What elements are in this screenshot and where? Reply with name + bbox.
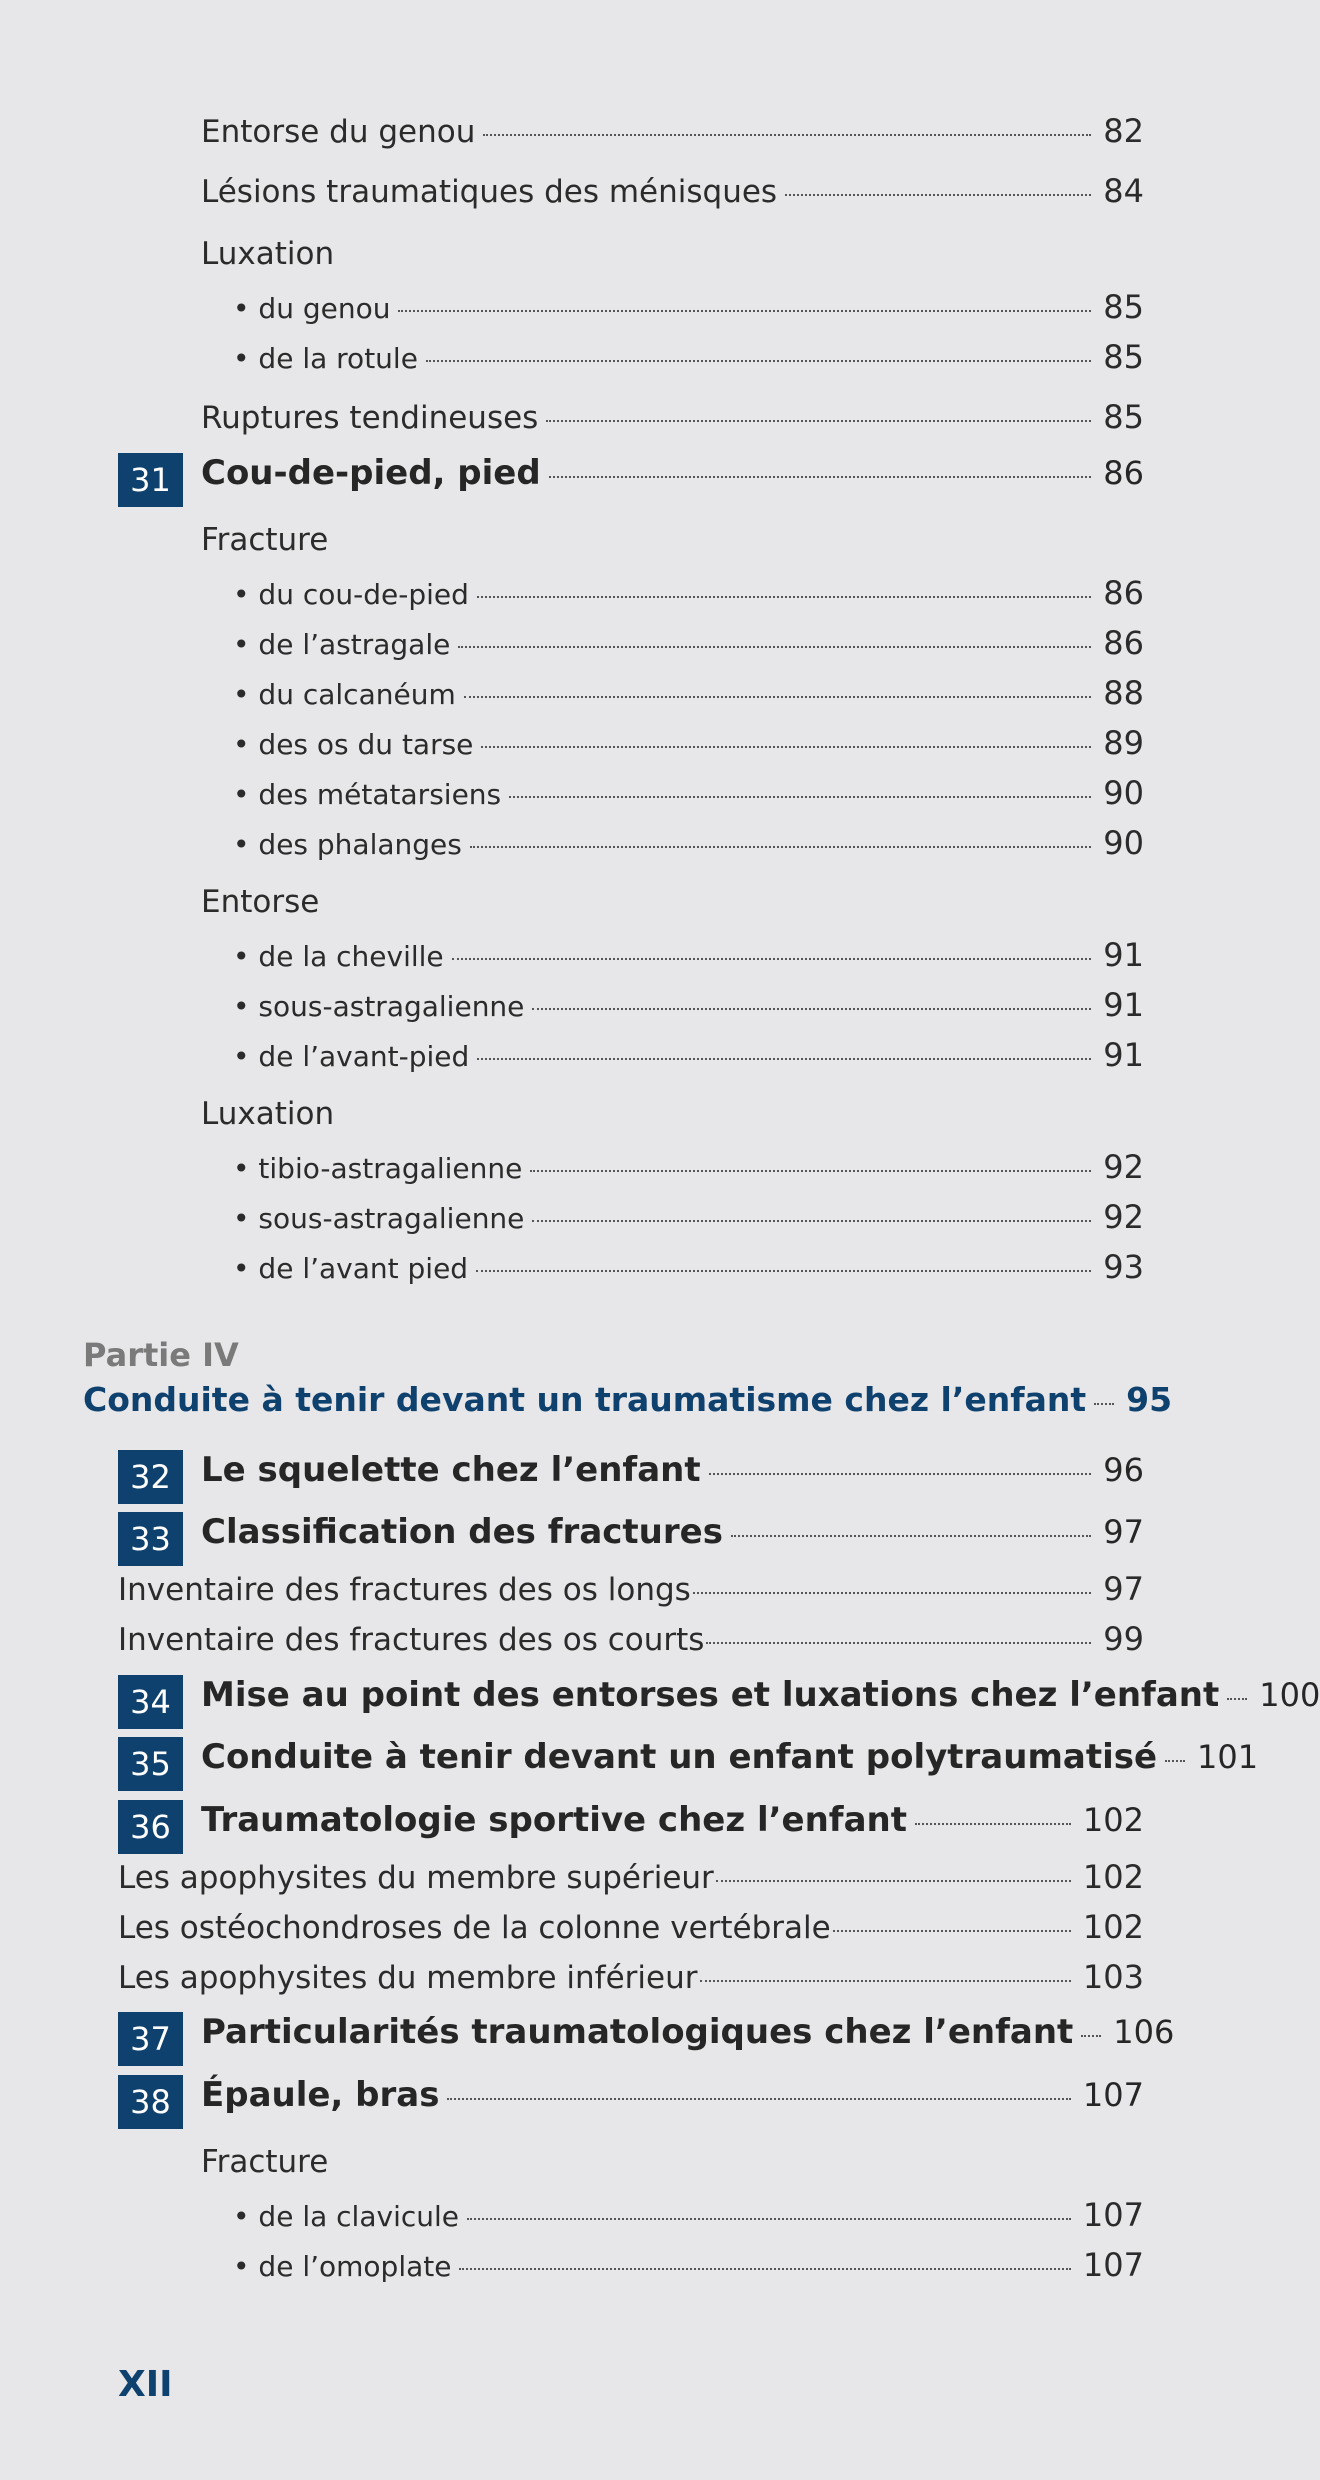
leader-dots bbox=[464, 696, 1092, 698]
entry-page: 99 bbox=[1103, 1620, 1144, 1658]
leader-dots bbox=[398, 310, 1091, 312]
page-folio: XII bbox=[118, 2364, 173, 2405]
toc-subentry[interactable] bbox=[233, 574, 1144, 612]
chapter-page: 100 bbox=[1259, 1676, 1320, 1714]
entry-label: • des métatarsiens bbox=[233, 778, 501, 811]
leader-dots bbox=[700, 1980, 1071, 1982]
chapter-page: 86 bbox=[1103, 454, 1144, 492]
chapter-number-badge: 33 bbox=[118, 1512, 183, 1566]
entry-page: 82 bbox=[1103, 112, 1144, 150]
leader-dots bbox=[693, 1592, 1091, 1594]
toc-entry[interactable] bbox=[118, 1858, 1144, 1896]
entry-page: 102 bbox=[1082, 1858, 1144, 1896]
entry-label: Les apophysites du membre inférieur bbox=[118, 1960, 698, 1996]
toc-entry[interactable] bbox=[201, 112, 1144, 150]
entry-label: • du genou bbox=[233, 292, 390, 325]
chapter-number-badge: 36 bbox=[118, 1800, 183, 1854]
part-page: 95 bbox=[1126, 1380, 1173, 1419]
chapter-entry-31[interactable] bbox=[118, 453, 1144, 507]
chapter-entry-38[interactable] bbox=[118, 2075, 1144, 2129]
entry-page: 97 bbox=[1103, 1570, 1144, 1608]
entry-label: • des os du tarse bbox=[233, 728, 473, 761]
toc-subentry[interactable] bbox=[233, 2196, 1144, 2234]
entry-page: 90 bbox=[1103, 774, 1144, 812]
toc-entry[interactable] bbox=[118, 1570, 1144, 1608]
leader-dots bbox=[458, 646, 1091, 648]
entry-label: • de la cheville bbox=[233, 940, 444, 973]
toc-subentry[interactable] bbox=[233, 288, 1144, 326]
chapter-entry-33[interactable] bbox=[118, 1512, 1144, 1566]
entry-page: 86 bbox=[1103, 624, 1144, 662]
leader-dots bbox=[549, 476, 1092, 478]
chapter-title: Conduite à tenir devant un enfant polytraumatisé bbox=[201, 1737, 1158, 1777]
chapter-title: Épaule, bras bbox=[201, 2075, 440, 2115]
chapter-title: Cou-de-pied, pied bbox=[201, 453, 541, 493]
chapter-entry-37[interactable] bbox=[118, 2012, 1175, 2066]
entry-label: Les apophysites du membre supérieur bbox=[118, 1860, 714, 1896]
chapter-number-badge: 31 bbox=[118, 453, 183, 507]
entry-page: 90 bbox=[1103, 824, 1144, 862]
entry-label: • des phalanges bbox=[233, 828, 462, 861]
toc-entry[interactable] bbox=[118, 1620, 1144, 1658]
part-title-entry[interactable] bbox=[83, 1380, 1173, 1419]
leader-dots bbox=[1227, 1698, 1247, 1700]
entry-label: • sous-astragalienne bbox=[233, 1202, 524, 1235]
entry-label: Entorse du genou bbox=[201, 114, 476, 150]
chapter-title: Mise au point des entorses et luxations chez l’enfant bbox=[201, 1675, 1220, 1715]
leader-dots bbox=[915, 1823, 1071, 1825]
toc-subentry[interactable] bbox=[233, 724, 1144, 762]
chapter-number-badge: 35 bbox=[118, 1737, 183, 1791]
chapter-title: Le squelette chez l’enfant bbox=[201, 1450, 701, 1490]
leader-dots bbox=[530, 1170, 1091, 1172]
chapter-page: 106 bbox=[1113, 2013, 1175, 2051]
leader-dots bbox=[706, 1642, 1091, 1644]
leader-dots bbox=[785, 194, 1091, 196]
entry-page: 103 bbox=[1082, 1958, 1144, 1996]
leader-dots bbox=[452, 958, 1092, 960]
entry-label: • de l’avant-pied bbox=[233, 1040, 469, 1073]
entry-page: 92 bbox=[1103, 1148, 1144, 1186]
chapter-number-badge: 32 bbox=[118, 1450, 183, 1504]
entry-label: • de la clavicule bbox=[233, 2200, 459, 2233]
entry-page: 107 bbox=[1082, 2246, 1144, 2284]
entry-label: • de l’astragale bbox=[233, 628, 450, 661]
entry-label: • du cou-de-pied bbox=[233, 578, 469, 611]
entry-label: Inventaire des fractures des os courts bbox=[118, 1622, 705, 1658]
toc-subentry[interactable] bbox=[233, 674, 1144, 712]
leader-dots bbox=[470, 846, 1091, 848]
entry-label: • sous-astragalienne bbox=[233, 990, 524, 1023]
toc-subentry[interactable] bbox=[233, 2246, 1144, 2284]
entry-page: 85 bbox=[1103, 288, 1144, 326]
toc-subentry[interactable] bbox=[233, 774, 1144, 812]
entry-label: • de la rotule bbox=[233, 342, 418, 375]
entry-label: Ruptures tendineuses bbox=[201, 400, 539, 436]
entry-page: 91 bbox=[1103, 1036, 1144, 1074]
leader-dots bbox=[833, 1930, 1071, 1932]
toc-subentry[interactable] bbox=[233, 986, 1144, 1024]
toc-subentry[interactable] bbox=[233, 338, 1144, 376]
entry-label: • de l’avant pied bbox=[233, 1252, 468, 1285]
leader-dots bbox=[509, 796, 1091, 798]
leader-dots bbox=[483, 134, 1091, 136]
leader-dots bbox=[447, 2098, 1070, 2100]
chapter-title: Classification des fractures bbox=[201, 1512, 723, 1552]
chapter-entry-36[interactable] bbox=[118, 1800, 1144, 1854]
toc-subentry[interactable] bbox=[233, 824, 1144, 862]
chapter-page: 97 bbox=[1103, 1513, 1144, 1551]
entry-page: 88 bbox=[1103, 674, 1144, 712]
chapter-entry-34[interactable] bbox=[118, 1675, 1320, 1729]
toc-entry[interactable] bbox=[201, 172, 1144, 210]
chapter-entry-32[interactable] bbox=[118, 1450, 1144, 1504]
chapter-number-badge: 37 bbox=[118, 2012, 183, 2066]
entry-label: Lésions traumatiques des ménisques bbox=[201, 174, 778, 210]
leader-dots bbox=[1165, 1760, 1185, 1762]
entry-page: 89 bbox=[1103, 724, 1144, 762]
part-title: Conduite à tenir devant un traumatisme chez l’enfant bbox=[83, 1380, 1087, 1419]
entry-page: 91 bbox=[1103, 936, 1144, 974]
leader-dots bbox=[532, 1220, 1091, 1222]
entry-label: Inventaire des fractures des os longs bbox=[118, 1572, 691, 1608]
entry-page: 91 bbox=[1103, 986, 1144, 1024]
leader-dots bbox=[477, 1058, 1091, 1060]
entry-label: • du calcanéum bbox=[233, 678, 456, 711]
entry-page: 92 bbox=[1103, 1198, 1144, 1236]
toc-subentry[interactable] bbox=[233, 1148, 1144, 1186]
leader-dots bbox=[481, 746, 1091, 748]
section-heading: Luxation bbox=[201, 236, 335, 272]
leader-dots bbox=[467, 2218, 1071, 2220]
chapter-page: 107 bbox=[1082, 2076, 1144, 2114]
chapter-title: Particularités traumatologiques chez l’enfant bbox=[201, 2012, 1074, 2052]
chapter-number-badge: 38 bbox=[118, 2075, 183, 2129]
chapter-page: 96 bbox=[1103, 1451, 1144, 1489]
toc-entry[interactable] bbox=[118, 1958, 1144, 1996]
chapter-page: 102 bbox=[1082, 1801, 1144, 1839]
section-heading: Fracture bbox=[201, 522, 329, 558]
entry-page: 102 bbox=[1082, 1908, 1144, 1946]
leader-dots bbox=[476, 1270, 1091, 1272]
leader-dots bbox=[546, 420, 1091, 422]
leader-dots bbox=[1081, 2035, 1101, 2037]
entry-page: 85 bbox=[1103, 398, 1144, 436]
leader-dots bbox=[477, 596, 1091, 598]
chapter-title: Traumatologie sportive chez l’enfant bbox=[201, 1800, 907, 1840]
entry-label: Les ostéochondroses de la colonne vertébrale bbox=[118, 1910, 831, 1946]
leader-dots bbox=[1094, 1403, 1114, 1405]
leader-dots bbox=[426, 360, 1091, 362]
leader-dots bbox=[459, 2268, 1070, 2270]
leader-dots bbox=[709, 1473, 1092, 1475]
section-heading: Fracture bbox=[201, 2144, 329, 2180]
leader-dots bbox=[532, 1008, 1091, 1010]
toc-entry[interactable] bbox=[201, 398, 1144, 436]
section-heading: Luxation bbox=[201, 1096, 335, 1132]
part-label: Partie IV bbox=[83, 1336, 239, 1374]
entry-label: • tibio-astragalienne bbox=[233, 1152, 522, 1185]
chapter-entry-35[interactable] bbox=[118, 1737, 1259, 1791]
toc-subentry[interactable] bbox=[233, 624, 1144, 662]
toc-subentry[interactable] bbox=[233, 1248, 1144, 1286]
entry-page: 93 bbox=[1103, 1248, 1144, 1286]
entry-page: 84 bbox=[1103, 172, 1144, 210]
leader-dots bbox=[716, 1880, 1071, 1882]
toc-subentry[interactable] bbox=[233, 1036, 1144, 1074]
leader-dots bbox=[731, 1535, 1091, 1537]
chapter-page: 101 bbox=[1197, 1738, 1259, 1776]
entry-page: 86 bbox=[1103, 574, 1144, 612]
section-heading: Entorse bbox=[201, 884, 320, 920]
entry-label: • de l’omoplate bbox=[233, 2250, 451, 2283]
entry-page: 107 bbox=[1082, 2196, 1144, 2234]
chapter-number-badge: 34 bbox=[118, 1675, 183, 1729]
toc-subentry[interactable] bbox=[233, 936, 1144, 974]
toc-subentry[interactable] bbox=[233, 1198, 1144, 1236]
entry-page: 85 bbox=[1103, 338, 1144, 376]
toc-entry[interactable] bbox=[118, 1908, 1144, 1946]
